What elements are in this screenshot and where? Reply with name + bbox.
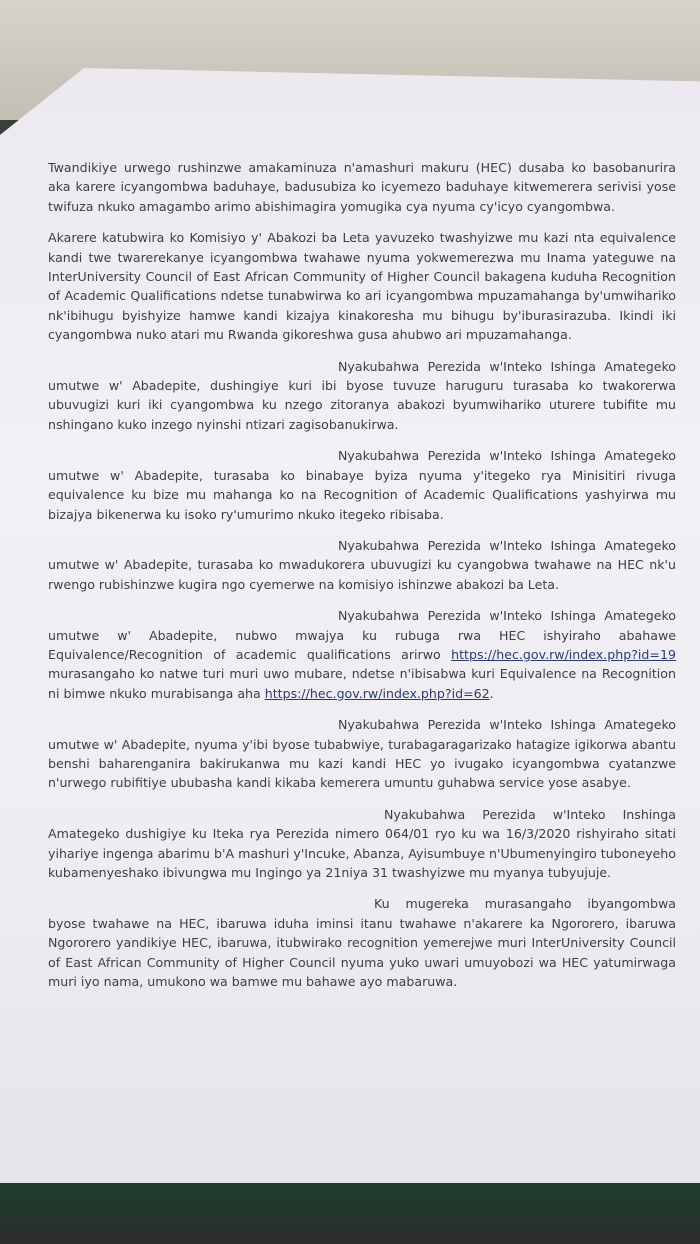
paragraph-3 — [48, 357, 676, 435]
paragraph-7-text: Nyakubahwa Perezida w'Inteko Ishinga Amategeko umutwe w' Abadepite, nyuma y'ibi byose tubabwiye, turabagaragarizako hatagize igikorwa abantu benshi baharenganira bakirukanwa mu kazi kandi HEC yo ivugako icyangombwa cyatanzwe n'urwego rubifitiye ububasha kandi kikaba kemerera umuntu guhabwa service yose asabye. — [48, 717, 676, 791]
letter-body — [48, 158, 676, 1003]
paragraph-9-text: Ku mugereka murasangaho ibyangombwa byose twahawe na HEC, ibaruwa iduha iminsi itanu twahawe n'akarere ka Ngororero, ibaruwa Ngororero yandikiye HEC, ibaruwa, itubwirako recognition yemerejwe muri InterUniversity Council of East African Community of Higher Council nyuma yuko uwari umuyobozi wa HEC yatumirwaga muri iyo nama, umukono wa bamwe mu bahawe ayo mabaruwa. — [48, 896, 676, 990]
paragraph-6-text-b: murasangaho ko natwe turi muri uwo mubare, ndetse n'ibisabwa kuri Equivalence na Recognition ni bimwe nkuko murabisanga aha — [48, 666, 676, 701]
paragraph-8 — [48, 805, 676, 883]
paragraph-7 — [48, 715, 676, 793]
paragraph-9 — [48, 894, 676, 991]
hec-link-id-62[interactable]: https://hec.gov.rw/index.php?id=62 — [264, 685, 490, 701]
hec-link-id-19[interactable]: https://hec.gov.rw/index.php?id=19 — [451, 646, 676, 662]
paragraph-5-text: Nyakubahwa Perezida w'Inteko Ishinga Amategeko umutwe w' Abadepite, turasaba ko mwadukorera ubuvugizi ku cyangobwa twahawe na HEC nk'u rwengo rubishinzwe kugira ngo cyemerwe na komisiyo ishinzwe abakozi ba Leta. — [48, 537, 676, 592]
paragraph-1: Twandikiye urwego rushinzwe amakaminuza n'amashuri makuru (HEC) dusaba ko basobanurira aka karere icyangombwa baduhaye, badusubiza ko icyemezo baduhaye kitwemerera serivisi yose twifuza nkuko amagambo arimo abishimagira yomugika cya nyuma cy'icyo cyangombwa. — [48, 160, 676, 214]
paragraph-4-text: Nyakubahwa Perezida w'Inteko Ishinga Amategeko umutwe w' Abadepite, turasaba ko binabaye byiza nyuma y'itegeko rya Minisitiri rivuga equivalence ku bize mu mahanga ko na Recognition of Academic Qualifications yashyirwa mu bizajya bikenerwa ku isoko ry'umurimo nkuko itegeko ribisaba. — [48, 448, 676, 522]
paragraph-2: Akarere katubwira ko Komisiyo y' Abakozi ba Leta yavuzeko twashyizwe mu kazi nta equivalence kandi twe twarerekanye icyangombwa twahawe nyuma yokwemerezwa mu Inama yateguwe na InterUniversity Council of East African Community of Higher Council bakagena kuduha Recognition of Academic Qualifications ndetse tunabwirwa ko ari icyangombwa mpuzamahanga by'umwihariko nk'ibihugu byishyize hamwe kandi kizajya kinakoresha mu bihugu by'iburasirazuba. Ikindi iki cyangombwa nuko atari mu Rwanda gikoreshwa gusa ahubwo ari mpuzamahanga. — [48, 230, 676, 343]
paragraph-6: Nyakubahwa Perezida w'Inteko Ishinga Amategeko umutwe w' Abadepite, nubwo mwajya ku rubuga rwa HEC ishyiraho abahawe Equivalence/Recognition of academic qualifications arirwo https://hec.gov.rw/index.php?id=19 murasangaho ko natwe turi muri uwo mubare, ndetse n'ibisabwa kuri Equivalence na Recognition ni bimwe nkuko murabisanga aha https://hec.gov.rw/index.php?id=62. — [48, 608, 676, 701]
paragraph-6-text-a: Nyakubahwa Perezida w'Inteko Ishinga Amategeko umutwe w' Abadepite, nubwo mwajya ku rubuga rwa HEC ishyiraho abahawe Equivalence/Recognition of academic qualifications arirwo — [48, 608, 676, 662]
paragraph-3-text: Nyakubahwa Perezida w'Inteko Ishinga Amategeko umutwe w' Abadepite, dushingiye kuri ibi byose tuvuze haruguru turasaba ko twakorerwa ubuvugizi kuri iki cyangombwa ku nzego zitoranya abakozi byumwihariko uturere tubifite mu nshingano kuko inzego nyinshi ntizari zagisobanukirwa. — [48, 358, 676, 432]
paragraph-5 — [48, 536, 676, 594]
paragraph-4 — [48, 446, 676, 524]
paragraph-8-text: Nyakubahwa Perezida w'Inteko Inshinga Amategeko dushigiye ku Iteka rya Perezida nimero 064/01 ryo ku wa 16/3/2020 rishyiraho sitati yihariye ingenga abarimu b'A mashuri y'Incuke, Abanza, Ayisumbuye n'Ubumenyingiro tuboneyeho kubamenyeshako ibivungwa mu Ingingo ya 21niya 31 twashyizwe mu myanya tubyujuje. — [48, 806, 676, 880]
